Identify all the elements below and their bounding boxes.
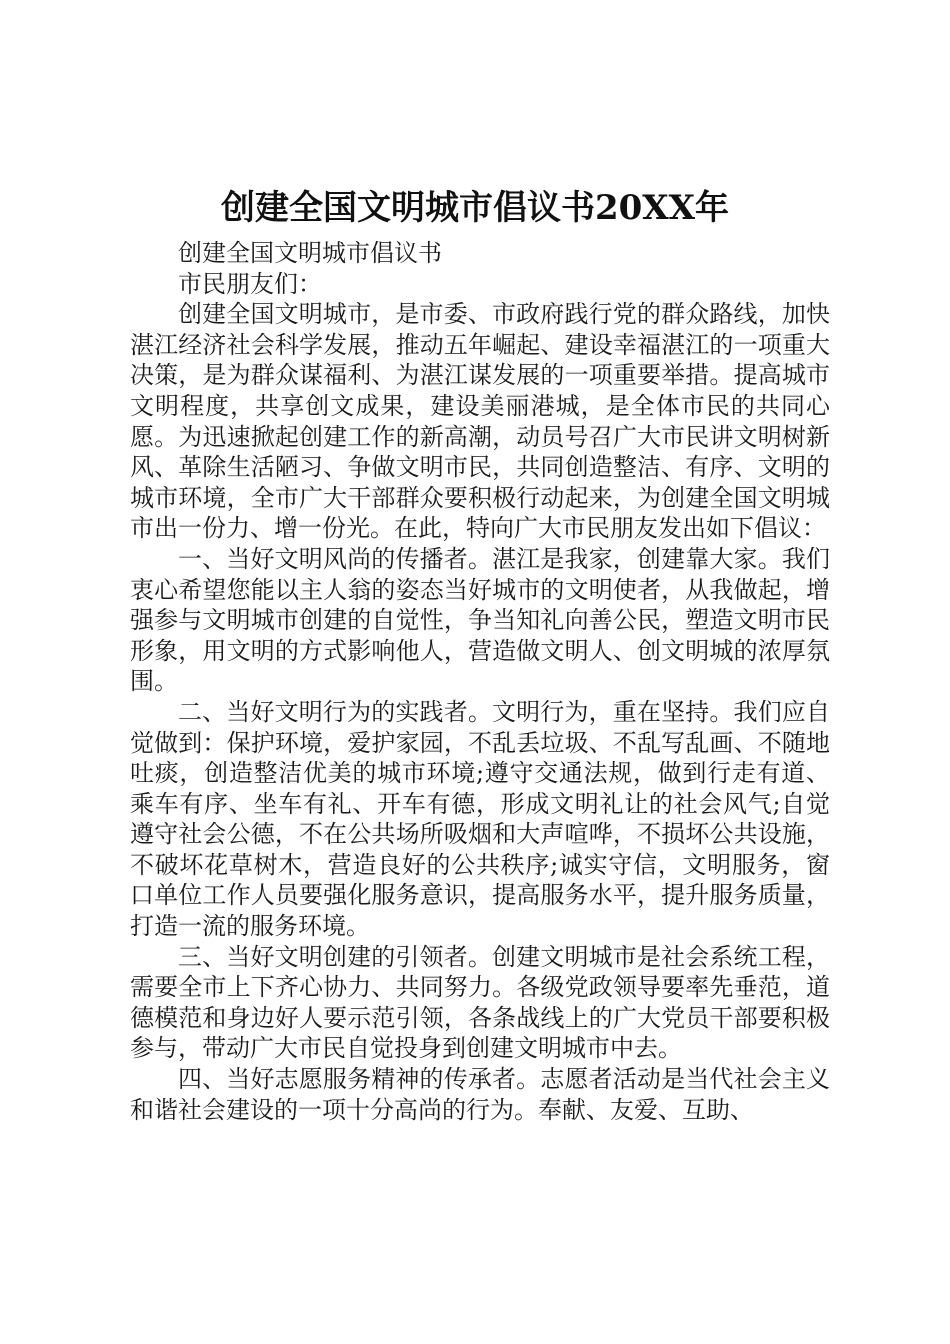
salutation: 市民朋友们： (178, 269, 322, 298)
paragraph-1: 一、当好文明风尚的传播者。湛江是我家，创建靠大家。我们衷心希望您能以主人翁的姿态当好城市的文明使者，从我做起，增强参与文明城市创建的自觉性，争当知礼向善公民，塑造文明市民形象，用文明的方式影响他人，营造做文明人、创文明城的浓厚氛围。 (130, 544, 830, 696)
paragraph-2: 二、当好文明行为的实践者。文明行为，重在坚持。我们应自觉做到：保护环境，爱护家园，不乱丢垃圾、不乱写乱画、不随地吐痰，创造整洁优美的城市环境;遵守交通法规，做到行走有道、乘车有序、坐车有礼、开车有德，形成文明礼让的社会风气;自觉遵守社会公德，不在公共场所吸烟和大声喧哗，不损坏公共设施，不破坏花草树木，营造良好的公共秩序;诚实守信，文明服务，窗口单位工作人员要强化服务意识，提高服务水平，提升服务质量，打造一流的服务环境。 (130, 697, 830, 941)
paragraph-3: 三、当好文明创建的引领者。创建文明城市是社会系统工程，需要全市上下齐心协力、共同努力。各级党政领导要率先垂范，道德模范和身边好人要示范引领，各条战线上的广大党员干部要积极参与，带动广大市民自觉投身到创建文明城市中去。 (130, 942, 830, 1063)
paragraph-intro: 创建全国文明城市，是市委、市政府践行党的群众路线，加快湛江经济社会科学发展，推动五年崛起、建设幸福湛江的一项重大决策，是为群众谋福利、为湛江谋发展的一项重要举措。提高城市文明程度，共享创文成果，建设美丽港城，是全体市民的共同心愿。为迅速掀起创建工作的新高潮，动员号召广大市民讲文明树新风、革除生活陋习、争做文明市民，共同创造整洁、有序、文明的城市环境，全市广大干部群众要积极行动起来，为创建全国文明城市出一份力、增一份光。在此，特向广大市民朋友发出如下倡议： (130, 300, 830, 543)
document-body (130, 238, 830, 1125)
document-title: 创建全国文明城市倡议书20XX年 (220, 188, 730, 228)
paragraph-4: 四、当好志愿服务精神的传承者。志愿者活动是当代社会主义和谐社会建设的一项十分高尚的行为。奉献、友爱、互助、 (130, 1065, 830, 1124)
document-subtitle: 创建全国文明城市倡议书 (178, 239, 442, 267)
